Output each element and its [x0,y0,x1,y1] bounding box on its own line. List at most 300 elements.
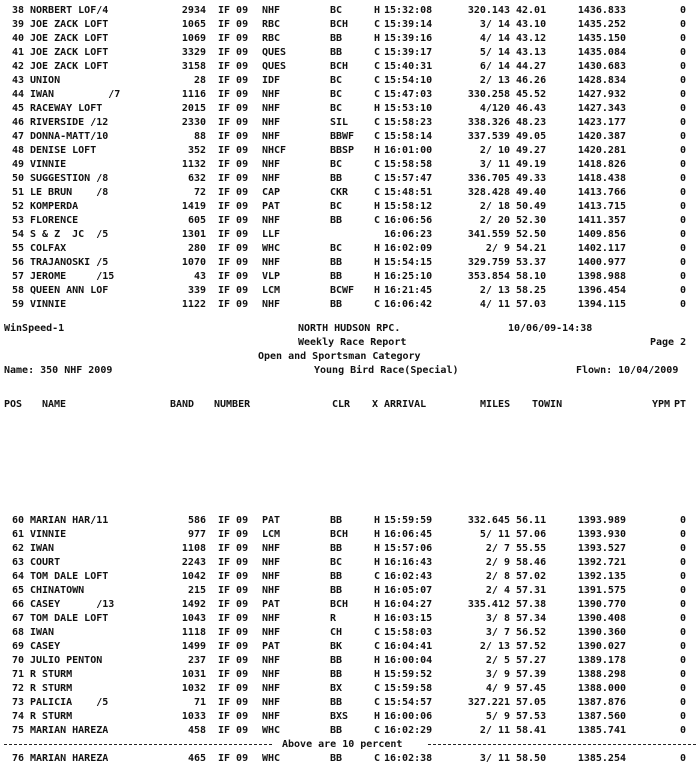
cell-ypm: 1411.357 [577,215,626,226]
cell-pos: 71 [11,669,24,680]
cell-band: 1031 [181,669,206,680]
cell-pos: 43 [11,75,24,86]
cell-ypm: 1385.741 [577,725,626,736]
cell-pt: 0 [680,145,687,156]
cell-arrival: 15:58:14 [384,131,433,142]
cell-x: H [374,585,381,596]
cell-clr: BC [330,75,343,86]
cell-x: C [374,61,381,72]
ten-percent-separator [4,738,696,752]
col-pos: POS [4,399,23,410]
cell-ypm: 1428.834 [577,75,626,86]
table-row [0,556,700,570]
cell-miles: 3/ 7 [485,627,510,638]
cell-club: LCM [262,285,281,296]
cell-pt: 0 [680,131,687,142]
cell-miles: 2/ 13 [479,641,510,652]
cell-pos: 55 [11,243,24,254]
cell-year: IF 09 [218,271,249,282]
cell-name: IWAN /7 [30,89,121,100]
cell-year: IF 09 [218,131,249,142]
cell-x: H [374,271,381,282]
cell-towin: 58.25 [516,285,547,296]
cell-year: IF 09 [218,627,249,638]
cell-miles: 3/ 9 [485,669,510,680]
cell-towin: 43.10 [516,19,547,30]
cell-pos: 75 [11,725,24,736]
cell-pos: 41 [11,47,24,58]
cell-clr: BCH [330,19,349,30]
cell-x: C [374,89,381,100]
cell-x: C [374,641,381,652]
cell-name: PALICIA /5 [30,697,109,708]
cell-arrival: 15:54:57 [384,697,433,708]
cell-band: 1492 [181,599,206,610]
cell-pt: 0 [680,5,687,16]
cell-x: H [374,515,381,526]
cell-arrival: 16:06:23 [384,229,433,240]
cell-club: NHF [262,557,281,568]
cell-year: IF 09 [218,599,249,610]
cell-clr: BB [330,571,343,582]
cell-clr: BC [330,5,343,16]
cell-band: 280 [187,243,206,254]
cell-towin: 57.52 [516,641,547,652]
cell-name: VINNIE [30,529,67,540]
cell-arrival: 15:57:47 [384,173,433,184]
table-row [0,242,700,256]
cell-pos: 60 [11,515,24,526]
cell-club: NHF [262,131,281,142]
cell-pos: 73 [11,697,24,708]
cell-ypm: 1396.454 [577,285,626,296]
cell-club: NHF [262,669,281,680]
cell-band: 1070 [181,257,206,268]
cell-x: C [374,131,381,142]
cell-towin: 49.19 [516,159,547,170]
cell-band: 1301 [181,229,206,240]
cell-band: 43 [193,271,206,282]
cell-pt: 0 [680,47,687,58]
cell-name: DONNA-MATT/10 [30,131,109,142]
cell-year: IF 09 [218,655,249,666]
cell-clr: BB [330,47,343,58]
cell-name: MARIAN HAREZA [30,753,109,764]
cell-towin: 57.27 [516,655,547,666]
cell-pos: 72 [11,683,24,694]
table-row [0,584,700,598]
cell-x: C [374,725,381,736]
cell-band: 88 [193,131,206,142]
cell-ypm: 1387.876 [577,697,626,708]
cell-clr: BX [330,683,343,694]
cell-club: LLF [262,229,281,240]
cell-pos: 67 [11,613,24,624]
cell-club: NHF [262,585,281,596]
cell-band: 1069 [181,33,206,44]
cell-club: CAP [262,187,281,198]
cell-x: C [374,299,381,310]
table-row [0,32,700,46]
cell-name: IWAN [30,627,55,638]
cell-pt: 0 [680,529,687,540]
software-label: WinSpeed-1 [4,323,65,334]
cell-arrival: 16:00:06 [384,711,433,722]
cell-miles: 2/ 5 [485,655,510,666]
cell-towin: 57.06 [516,529,547,540]
cell-name: R STURM [30,669,73,680]
cell-arrival: 15:54:10 [384,75,433,86]
cell-pos: 56 [11,257,24,268]
cell-pos: 51 [11,187,24,198]
cell-ypm: 1393.989 [577,515,626,526]
cell-clr: BB [330,543,343,554]
cell-club: NHF [262,543,281,554]
cell-club: WHC [262,753,281,764]
cell-x: H [374,599,381,610]
cell-clr: BC [330,557,343,568]
table-row [0,130,700,144]
cell-name: RIVERSIDE /12 [30,117,109,128]
cell-band: 3158 [181,61,206,72]
cell-pos: 52 [11,201,24,212]
cell-name: KOMPERDA [30,201,79,212]
cell-club: PAT [262,599,281,610]
cell-arrival: 16:05:07 [384,585,433,596]
cell-band: 1116 [181,89,206,100]
cell-year: IF 09 [218,753,249,764]
cell-ypm: 1400.977 [577,257,626,268]
cell-club: NHF [262,655,281,666]
cell-name: TRAJANOSKI /5 [30,257,109,268]
club-title: NORTH HUDSON RPC. [298,323,401,334]
table-row [0,710,700,724]
cell-arrival: 15:59:58 [384,683,433,694]
cell-club: VLP [262,271,281,282]
cell-band: 1419 [181,201,206,212]
cell-pos: 61 [11,529,24,540]
cell-name: COURT [30,557,61,568]
cell-year: IF 09 [218,159,249,170]
cell-clr: BB [330,669,343,680]
cell-ypm: 1393.527 [577,543,626,554]
cell-arrival: 16:04:41 [384,641,433,652]
cell-band: 1033 [181,711,206,722]
cell-pt: 0 [680,655,687,666]
cell-name: R STURM [30,683,73,694]
cell-arrival: 16:06:42 [384,299,433,310]
name-label: Name: 350 NHF 2009 [4,365,113,376]
cell-arrival: 15:58:12 [384,201,433,212]
cell-arrival: 16:06:56 [384,215,433,226]
cell-pos: 46 [11,117,24,128]
cell-year: IF 09 [218,557,249,568]
cell-arrival: 16:01:00 [384,145,433,156]
cell-pt: 0 [680,215,687,226]
cell-ypm: 1418.438 [577,173,626,184]
cell-ypm: 1391.575 [577,585,626,596]
cell-miles: 336.705 [467,173,510,184]
cell-pos: 53 [11,215,24,226]
col-clr: CLR [332,399,351,410]
table-row [0,284,700,298]
cell-year: IF 09 [218,669,249,680]
cell-miles: 327.221 [467,697,510,708]
cell-band: 458 [187,725,206,736]
cell-name: DENISE LOFT [30,145,97,156]
cell-clr: BCH [330,529,349,540]
cell-club: QUES [262,47,287,58]
cell-towin: 55.55 [516,543,547,554]
cell-name: CHINATOWN [30,585,85,596]
cell-x: H [374,33,381,44]
cell-band: 586 [187,515,206,526]
cell-band: 1043 [181,613,206,624]
cell-towin: 50.49 [516,201,547,212]
cell-ypm: 1420.387 [577,131,626,142]
cell-pt: 0 [680,75,687,86]
cell-clr: BXS [330,711,349,722]
table-row [0,172,700,186]
cell-club: NHF [262,697,281,708]
cell-clr: CH [330,627,343,638]
cell-miles: 2/ 9 [485,557,510,568]
col-number: NUMBER [214,399,251,410]
cell-pos: 74 [11,711,24,722]
cell-clr: BB [330,33,343,44]
table-row [0,200,700,214]
cell-pos: 44 [11,89,24,100]
cell-miles: 338.326 [467,117,510,128]
cell-year: IF 09 [218,585,249,596]
cell-miles: 5/ 11 [479,529,510,540]
cell-miles: 2/ 8 [485,571,510,582]
cell-pt: 0 [680,117,687,128]
cell-pt: 0 [680,669,687,680]
cell-club: NHCF [262,145,287,156]
cell-pos: 62 [11,543,24,554]
table-row [0,640,700,654]
cell-pos: 59 [11,299,24,310]
col-band: BAND [170,399,195,410]
cell-arrival: 15:39:16 [384,33,433,44]
cell-x: H [374,655,381,666]
cell-ypm: 1413.715 [577,201,626,212]
cell-band: 465 [187,753,206,764]
cell-year: IF 09 [218,543,249,554]
cell-ypm: 1385.254 [577,753,626,764]
cell-name: SUGGESTION /8 [30,173,109,184]
cell-year: IF 09 [218,145,249,156]
cell-club: NHF [262,571,281,582]
cell-clr: BB [330,697,343,708]
cell-pt: 0 [680,159,687,170]
cell-arrival: 16:25:10 [384,271,433,282]
cell-pt: 0 [680,641,687,652]
cell-ypm: 1418.826 [577,159,626,170]
cell-clr: BC [330,89,343,100]
cell-x: H [374,557,381,568]
table-row [0,18,700,32]
cell-miles: 5/ 9 [485,711,510,722]
cell-band: 352 [187,145,206,156]
cell-arrival: 16:02:43 [384,571,433,582]
cell-arrival: 16:02:29 [384,725,433,736]
cell-towin: 52.50 [516,229,547,240]
cell-pt: 0 [680,243,687,254]
table-row [0,682,700,696]
cell-arrival: 16:16:43 [384,557,433,568]
cell-band: 1032 [181,683,206,694]
cell-name: S & Z JC /5 [30,229,109,240]
cell-clr: BB [330,515,343,526]
cell-band: 339 [187,285,206,296]
cell-pos: 47 [11,131,24,142]
cell-clr: BCWF [330,285,355,296]
cell-towin: 57.53 [516,711,547,722]
cell-pt: 0 [680,557,687,568]
cell-club: WHC [262,243,281,254]
cell-pos: 57 [11,271,24,282]
cell-band: 1042 [181,571,206,582]
cell-club: NHF [262,103,281,114]
cell-club: NHF [262,257,281,268]
cell-clr: BB [330,257,343,268]
cell-pos: 49 [11,159,24,170]
table-row [0,514,700,528]
cell-towin: 57.03 [516,299,547,310]
table-row [0,752,700,766]
cell-band: 2243 [181,557,206,568]
cell-clr: CKR [330,187,349,198]
cell-ypm: 1387.560 [577,711,626,722]
cell-pt: 0 [680,61,687,72]
cell-arrival: 16:00:04 [384,655,433,666]
cell-arrival: 15:54:15 [384,257,433,268]
cell-name: JOE ZACK LOFT [30,61,109,72]
cell-pt: 0 [680,257,687,268]
cell-club: NHF [262,5,281,16]
cell-miles: 3/ 14 [479,19,510,30]
cell-club: IDF [262,75,281,86]
table-row [0,186,700,200]
table-row [0,696,700,710]
table-row [0,228,700,242]
cell-pt: 0 [680,201,687,212]
cell-arrival: 15:47:03 [384,89,433,100]
cell-club: WHC [262,725,281,736]
cell-pt: 0 [680,173,687,184]
table-row [0,144,700,158]
cell-year: IF 09 [218,33,249,44]
table-row [0,214,700,228]
cell-pos: 65 [11,585,24,596]
table-row [0,668,700,682]
cell-arrival: 16:02:38 [384,753,433,764]
cell-miles: 330.258 [467,89,510,100]
table-row [0,570,700,584]
cell-club: NHF [262,117,281,128]
cell-miles: 2/ 20 [479,215,510,226]
cell-clr: SIL [330,117,349,128]
cell-arrival: 15:48:51 [384,187,433,198]
table-row [0,74,700,88]
separator-dashes-right [428,744,696,745]
cell-arrival: 16:06:45 [384,529,433,540]
col-pt: PT [674,399,687,410]
cell-band: 215 [187,585,206,596]
cell-clr: BB [330,173,343,184]
cell-pt: 0 [680,543,687,554]
cell-year: IF 09 [218,117,249,128]
cell-name: JOE ZACK LOFT [30,47,109,58]
cell-arrival: 15:58:03 [384,627,433,638]
cell-name: JOE ZACK LOFT [30,19,109,30]
table-row [0,256,700,270]
cell-clr: BB [330,271,343,282]
cell-clr: BC [330,243,343,254]
cell-pt: 0 [680,599,687,610]
cell-pt: 0 [680,229,687,240]
cell-ypm: 1390.770 [577,599,626,610]
cell-clr: BB [330,753,343,764]
cell-ypm: 1402.117 [577,243,626,254]
cell-name: NORBERT LOF/4 [30,5,109,16]
cell-club: NHF [262,627,281,638]
cell-band: 1108 [181,543,206,554]
cell-arrival: 15:53:10 [384,103,433,114]
cell-ypm: 1436.833 [577,5,626,16]
cell-year: IF 09 [218,641,249,652]
cell-year: IF 09 [218,89,249,100]
cell-year: IF 09 [218,711,249,722]
cell-pt: 0 [680,627,687,638]
cell-name: JOE ZACK LOFT [30,33,109,44]
cell-pt: 0 [680,187,687,198]
cell-year: IF 09 [218,257,249,268]
cell-club: PAT [262,201,281,212]
cell-towin: 58.46 [516,557,547,568]
cell-club: NHF [262,89,281,100]
cell-arrival: 15:39:17 [384,47,433,58]
cell-year: IF 09 [218,571,249,582]
table-row [0,102,700,116]
cell-club: NHF [262,215,281,226]
cell-pt: 0 [680,19,687,30]
cell-club: NHF [262,159,281,170]
cell-band: 632 [187,173,206,184]
cell-towin: 49.33 [516,173,547,184]
cell-year: IF 09 [218,697,249,708]
cell-towin: 44.27 [516,61,547,72]
cell-towin: 56.52 [516,627,547,638]
cell-miles: 2/ 4 [485,585,510,596]
cell-towin: 57.34 [516,613,547,624]
cell-arrival: 15:58:58 [384,159,433,170]
cell-name: QUEEN ANN LOF [30,285,109,296]
cell-year: IF 09 [218,299,249,310]
column-header-row [0,398,700,412]
cell-miles: 335.412 [467,599,510,610]
cell-name: MARIAN HAR/11 [30,515,109,526]
table-row [0,626,700,640]
cell-name: UNION [30,75,61,86]
cell-x: C [374,683,381,694]
cell-clr: BB [330,585,343,596]
cell-band: 2330 [181,117,206,128]
cell-band: 1065 [181,19,206,30]
cell-ypm: 1427.932 [577,89,626,100]
